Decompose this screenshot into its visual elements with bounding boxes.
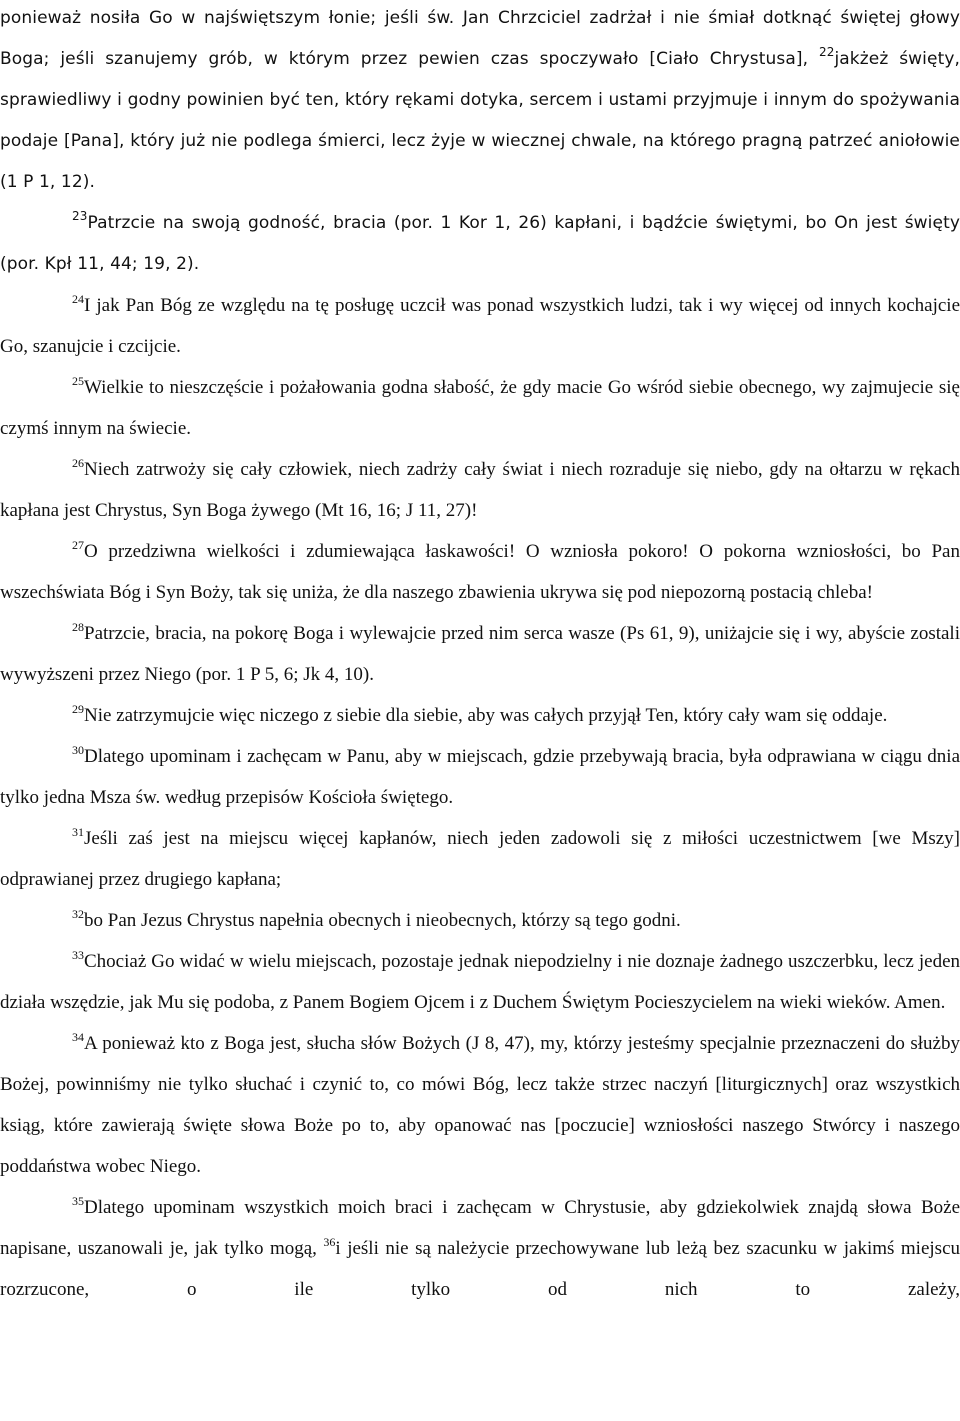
paragraph: [0, 1187, 960, 1310]
paragraph-text: O przedziwna wielkości i zdumiewająca łaskawości! O wzniosła pokoro! O pokorna wzniosłości, bo Pan wszechświata Bóg i Syn Boży, tak się uniża, że dla naszego zbawienia ukrywa się pod niepozorną postacią chleba!: [0, 541, 960, 603]
verse-number: 22: [818, 45, 835, 59]
paragraph: [0, 613, 960, 695]
paragraph-text: Jeśli zaś jest na miejscu więcej kapłanów, niech jeden zadowoli się z miłości uczestnictwem [we Mszy] odprawianej przez drugiego kapłana;: [0, 828, 960, 890]
verse-number: 36: [323, 1235, 336, 1249]
verse-number: 26: [72, 456, 84, 470]
verse-number: 32: [72, 907, 84, 921]
paragraph: [0, 449, 960, 531]
paragraph-text: A ponieważ kto z Boga jest, słucha słów Bożych (J 8, 47), my, którzy jesteśmy specjalnie przeznaczeni do służby Bożej, powinniśmy nie tylko słuchać i czynić to, co mówi Bóg, lecz także strzec naczyń [liturgicznych] oraz wszystkich ksiąg, które zawierają święte słowa Boże po to, aby opanować nas [poczucie] wzniosłości naszego Stwórcy i naszego poddaństwa wobec Niego.: [0, 1033, 960, 1177]
verse-number: 25: [72, 374, 84, 388]
paragraph: [0, 367, 960, 449]
paragraph-text: Dlatego upominam i zachęcam w Panu, aby w miejscach, gdzie przebywają bracia, była odprawiana w ciągu dnia tylko jedna Msza św. według przepisów Kościoła świętego.: [0, 746, 960, 808]
verse-number: 23: [72, 209, 88, 223]
verse-number: 30: [72, 743, 84, 757]
paragraph: [0, 203, 960, 285]
paragraph-text: Patrzcie na swoją godność, bracia (por. 1 Kor 1, 26) kapłani, i bądźcie świętymi, bo On jest święty (por. Kpł 11, 44; 19, 2).: [0, 213, 960, 274]
paragraph-text: ponieważ nosiła Go w najświętszym łonie; jeśli św. Jan Chrzciciel zadrżał i nie śmiał dotknąć świętej głowy Boga; jeśli szanujemy grób, w którym przez pewien czas spoczywało [Ciało Chrystusa],: [0, 8, 960, 69]
paragraph-text: bo Pan Jezus Chrystus napełnia obecnych i nieobecnych, którzy są tego godni.: [84, 910, 681, 931]
paragraph-text: Chociaż Go widać w wielu miejscach, pozostaje jednak niepodzielny i nie doznaje żadnego uszczerbku, lecz jeden działa wszędzie, jak Mu się podoba, z Panem Bogiem Ojcem i z Duchem Świętym Pocieszycielem na wieki wieków. Amen.: [0, 951, 960, 1013]
verse-number: 24: [72, 292, 84, 306]
paragraph-text: I jak Pan Bóg ze względu na tę posługę uczcił was ponad wszystkich ludzi, tak i wy więcej od innych kochajcie Go, szanujcie i czcijcie.: [0, 295, 960, 357]
paragraph-text: Niech zatrwoży się cały człowiek, niech zadrży cały świat i niech rozraduje się niebo, gdy na ołtarzu w rękach kapłana jest Chrystus, Syn Boga żywego (Mt 16, 16; J 11, 27)!: [0, 459, 960, 521]
paragraph: [0, 818, 960, 900]
paragraph: [0, 0, 960, 203]
paragraph-text: Patrzcie, bracia, na pokorę Boga i wylewajcie przed nim serca wasze (Ps 61, 9), uniżajcie się i wy, abyście zostali wywyższeni przez Niego (por. 1 P 5, 6; Jk 4, 10).: [0, 623, 960, 685]
paragraph: [0, 736, 960, 818]
paragraph: [0, 285, 960, 367]
verse-number: 27: [72, 538, 84, 552]
paragraph-text: jakżeż święty, sprawiedliwy i godny powinien być ten, który rękami dotyka, sercem i ustami przyjmuje i innym do spożywania podaje [Pana], który już nie podlega śmierci, lecz żyje w wiecznej chwale, na którego pragną patrzeć aniołowie (1 P 1, 12).: [0, 49, 960, 192]
verse-number: 34: [72, 1030, 84, 1044]
verse-number: 28: [72, 620, 84, 634]
paragraph-text: Dlatego upominam wszystkich moich braci i zachęcam w Chrystusie, aby gdziekolwiek znajdą słowa Boże napisane, uszanowali je, jak tylko mogą,: [0, 1197, 960, 1259]
paragraph-text: Nie zatrzymujcie więc niczego z siebie dla siebie, aby was całych przyjął Ten, który cały wam się oddaje.: [84, 705, 888, 726]
verse-number: 29: [72, 702, 84, 716]
paragraph: [0, 1023, 960, 1187]
paragraph-text: i jeśli nie są należycie przechowywane lub leżą bez szacunku w jakimś miejscu rozrzucone, o ile tylko od nich to zależy,: [0, 1238, 960, 1300]
paragraph: [0, 900, 960, 941]
verse-number: 35: [72, 1194, 84, 1208]
paragraph-text: Wielkie to nieszczęście i pożałowania godna słabość, że gdy macie Go wśród siebie obecnego, wy zajmujecie się czymś innym na świecie.: [0, 377, 960, 439]
verse-number: 31: [72, 825, 84, 839]
verse-number: 33: [72, 948, 84, 962]
paragraph: [0, 695, 960, 736]
paragraph: [0, 531, 960, 613]
paragraph: [0, 941, 960, 1023]
